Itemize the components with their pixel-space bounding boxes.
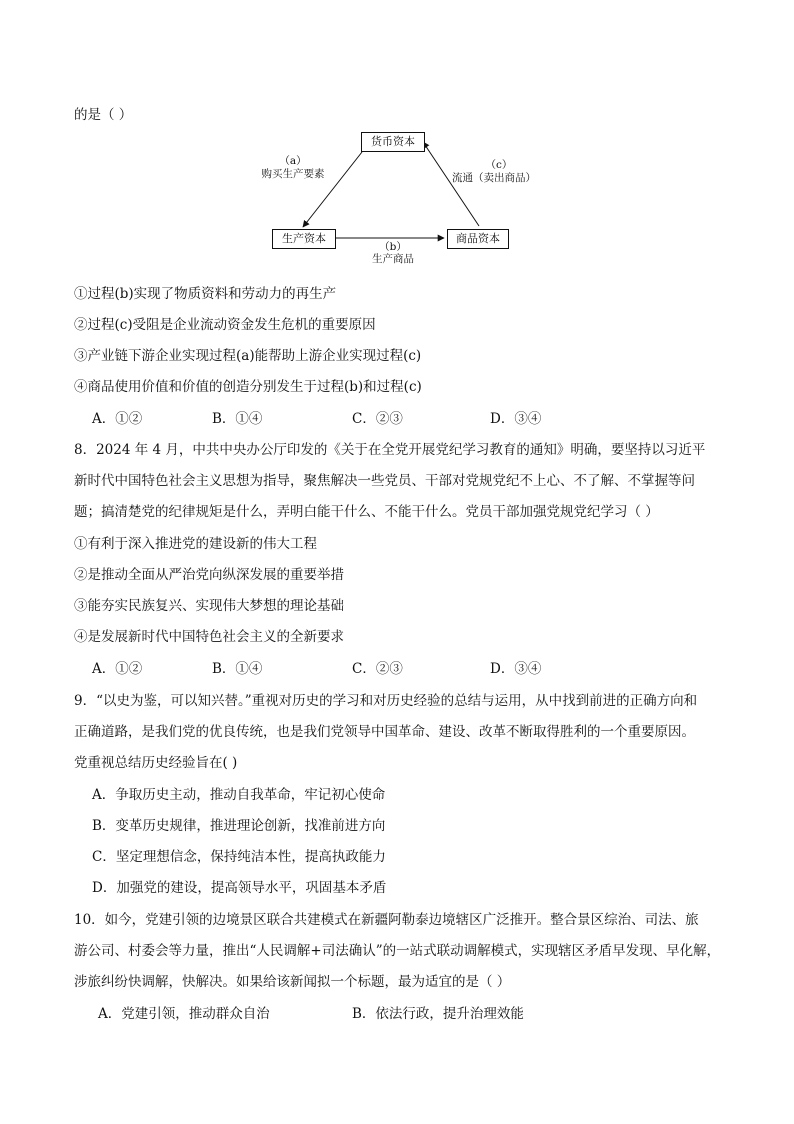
label-b-tag: （b） (379, 241, 407, 253)
q7-statement-4: ④商品使用价值和价值的创造分别发生于过程(b)和过程(c) (74, 379, 422, 395)
q8-option-c[interactable]: C．②③ (352, 661, 403, 677)
q8-statement-1: ①有利于深入推进党的建设新的伟大工程 (74, 536, 317, 552)
label-a-tag: （a） (279, 155, 307, 167)
question-7-stem-tail: 的是（ ） (74, 107, 133, 123)
q7-statement-2: ②过程(c)受阻是企业流动资金发生危机的重要原因 (74, 317, 376, 333)
production-capital-box: 生产资本 (272, 229, 336, 249)
q10-stem-line-1: 10．如今，党建引领的边境景区联合共建模式在新疆阿勒泰边境辖区广泛推开。整合景区综治、司法、旅 (74, 912, 699, 928)
q7-option-d[interactable]: D．③④ (490, 411, 542, 427)
money-capital-box: 货币资本 (361, 132, 425, 152)
q9-stem-line-3: 党重视总结历史经验旨在( ) (74, 755, 238, 771)
q9-option-b[interactable]: B．变革历史规律，推进理论创新，找准前进方向 (92, 818, 386, 834)
q10-option-b[interactable]: B．依法行政，提升治理效能 (352, 1006, 524, 1022)
q8-option-d[interactable]: D．③④ (490, 661, 542, 677)
q10-stem-line-3: 涉旅纠纷快调解，快解决。如果给该新闻拟一个标题，最为适宜的是（ ） (74, 974, 511, 990)
label-c-text: 流通（卖出商品） (452, 172, 536, 184)
q8-statement-3: ③能夯实民族复兴、实现伟大梦想的理论基础 (74, 598, 344, 614)
q8-stem-line-3: 题；搞清楚党的纪律规矩是什么，弄明白能干什么、不能干什么。党员干部加强党规党纪学习（ ） (74, 504, 659, 520)
q7-option-c[interactable]: C．②③ (352, 411, 403, 427)
q10-stem-line-2: 游公司、村委会等力量，推出“人民调解+司法确认”的一站式联动调解模式，实现辖区矛盾早发现、早化解， (74, 943, 721, 959)
q8-statement-4: ④是发展新时代中国特色社会主义的全新要求 (74, 629, 344, 645)
q7-option-b[interactable]: B．①④ (212, 411, 263, 427)
q8-statement-2: ②是推动全面从严治党向纵深发展的重要举措 (74, 567, 344, 583)
q9-option-a[interactable]: A．争取历史主动，推动自我革命，牢记初心使命 (92, 787, 386, 803)
commodity-capital-box: 商品资本 (447, 229, 509, 249)
q9-stem-line-2: 正确道路，是我们党的优良传统，也是我们党领导中国革命、建设、改革不断取得胜利的一个重要原因。 (74, 724, 695, 740)
q7-option-a[interactable]: A．①② (92, 411, 143, 427)
label-b-text: 生产商品 (372, 253, 414, 265)
q7-statement-1: ①过程(b)实现了物质资料和劳动力的再生产 (74, 286, 337, 302)
label-a-text: 购买生产要素 (261, 168, 325, 180)
label-c-tag: （c） (485, 159, 513, 171)
q9-option-d[interactable]: D．加强党的建设，提高领导水平，巩固基本矛盾 (92, 880, 387, 896)
q8-stem-line-1: 8．2024 年 4 月，中共中央办公厅印发的《关于在全党开展党纪学习教育的通知》明确，要坚持以习近平 (74, 442, 706, 458)
q8-option-b[interactable]: B．①④ (212, 661, 263, 677)
q9-stem-line-1: 9．“以史为鉴，可以知兴替。”重视对历史的学习和对历史经验的总结与运用，从中找到前进的正确方向和 (74, 693, 698, 709)
q7-statement-3: ③产业链下游企业实现过程(a)能帮助上游企业实现过程(c) (74, 348, 422, 364)
q8-stem-line-2: 新时代中国特色社会主义思想为指导，聚焦解决一些党员、干部对党规党纪不上心、不了解、不掌握等问 (74, 473, 695, 489)
q10-option-a[interactable]: A．党建引领，推动群众自治 (98, 1006, 270, 1022)
q9-option-c[interactable]: C．坚定理想信念，保持纯洁本性，提高执政能力 (92, 849, 386, 865)
q8-option-a[interactable]: A．①② (92, 661, 143, 677)
